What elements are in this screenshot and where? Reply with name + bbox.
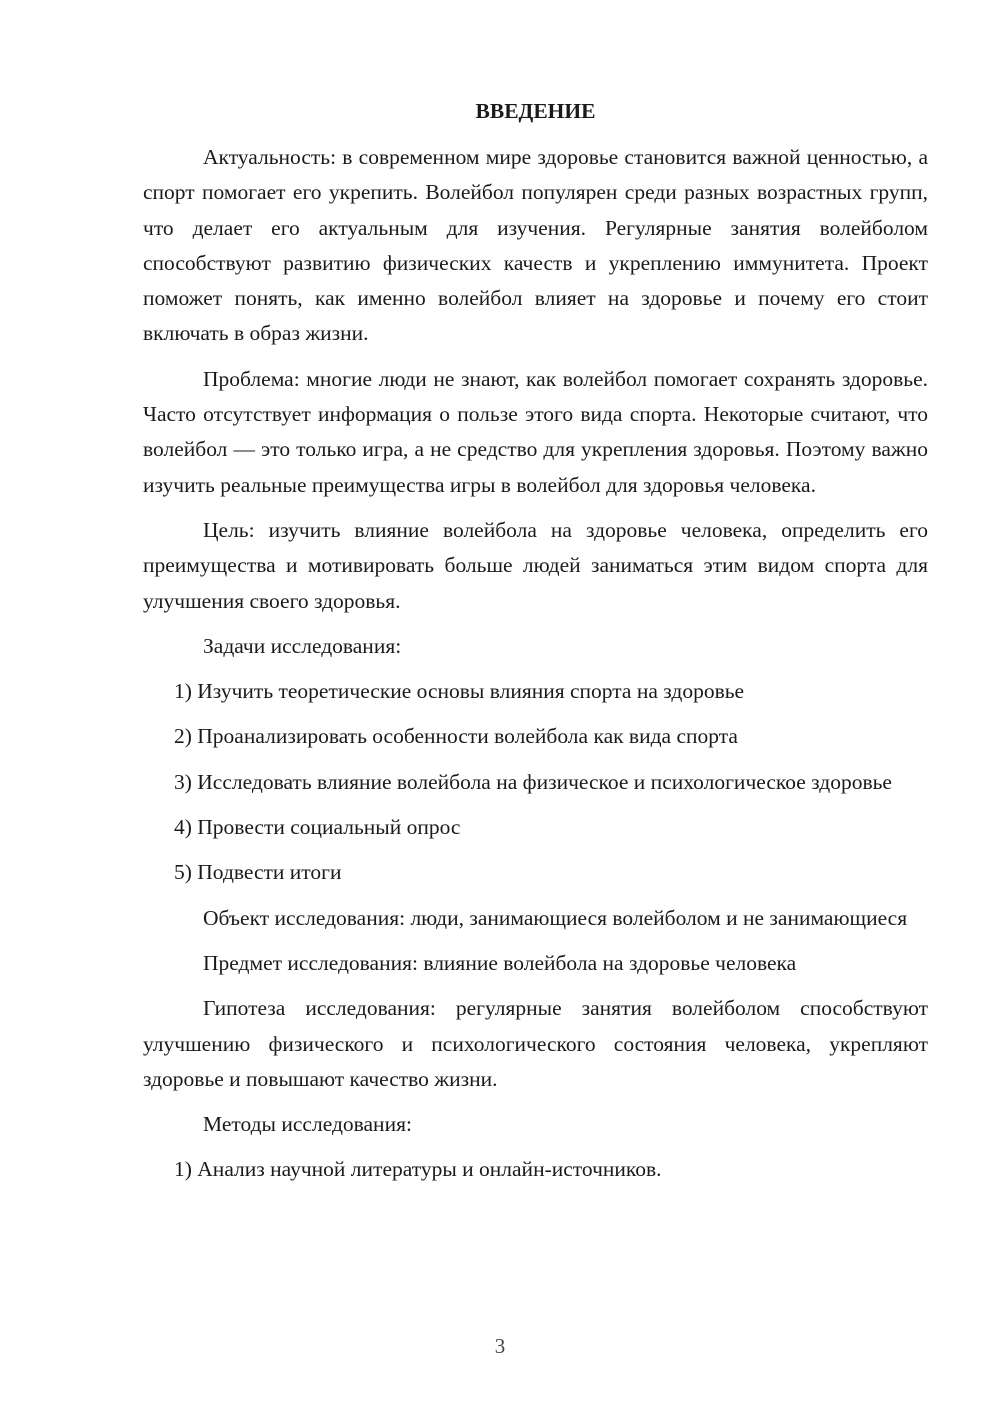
tasks-heading: Задачи исследования: [203,633,402,658]
document-page [143,94,928,1198]
hypothesis-paragraph: Гипотеза исследования: регулярные занятия волейболом способствуют улучшению физического и психологического состояния человека, укрепляют здоровье и повышают качество жизни. [143,996,928,1091]
task-item-3: 3) Исследовать влияние волейбола на физическое и психологическое здоровье [174,769,892,794]
relevance-paragraph: Актуальность: в современном мире здоровье становится важной ценностью, а спорт помогает его укрепить. Волейбол популярен среди разных возрастных групп, что делает его актуальным для изучения. Регулярные занятия волейболом способствуют развитию физических качеств и укреплению иммунитета. Проект поможет понять, как именно волейбол влияет на здоровье и почему его стоит включать в образ жизни. [143,145,928,346]
subject-paragraph: Предмет исследования: влияние волейбола на здоровье человека [203,950,797,975]
task-item-4: 4) Провести социальный опрос [174,815,461,840]
task-item-2: 2) Проанализировать особенности волейбола как вида спорта [174,724,738,749]
problem-paragraph: Проблема: многие люди не знают, как волейбол помогает сохранять здоровье. Часто отсутствует информация о пользе этого вида спорта. Некоторые считают, что волейбол — это только игра, а не средство для укрепления здоровья. Поэтому важно изучить реальные преимущества игры в волейбол для здоровья человека. [143,366,928,497]
task-item-5: 5) Подвести итоги [174,860,342,885]
methods-heading: Методы исследования: [203,1112,412,1137]
page-number: 3 [494,1334,506,1358]
object-paragraph: Объект исследования: люди, занимающиеся волейболом и не занимающиеся [203,905,908,930]
goal-paragraph: Цель: изучить влияние волейбола на здоровье человека, определить его преимущества и мотивировать больше людей заниматься этим видом спорта для улучшения своего здоровья. [143,517,928,613]
method-item-1: 1) Анализ научной литературы и онлайн-источников. [174,1157,662,1182]
page-title: ВВЕДЕНИЕ [475,99,596,123]
task-item-1: 1) Изучить теоретические основы влияния спорта на здоровье [174,679,745,704]
